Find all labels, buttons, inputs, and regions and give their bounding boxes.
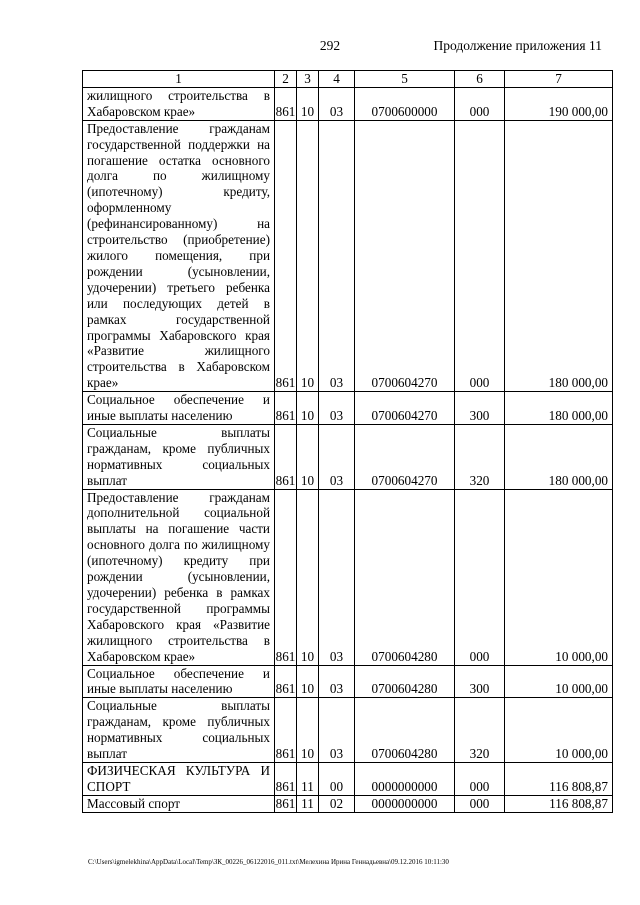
cell-vr: 300: [455, 665, 505, 698]
cell-name: Предоставление гражданам дополнительной социальной выплаты на погашение части основного долга по жилищному (ипотечному) кредиту при рождении (усыновлении, удочерении) ребенка в рамках государственной программы Хабаровского края «Развитие жилищного строительства в Хабаровском крае»: [83, 489, 275, 665]
cell-name: Массовый спорт: [83, 795, 275, 812]
cell-rz: 11: [297, 795, 319, 812]
table-row: [83, 795, 613, 812]
column-header: 6: [455, 71, 505, 88]
column-header: 1: [83, 71, 275, 88]
cell-rz: 10: [297, 665, 319, 698]
cell-gr: 861: [275, 120, 297, 391]
cell-name: Предоставление гражданам государственной поддержки на погашение остатка основного долга по жилищному (ипотечному) кредиту, оформленному (рефинансированному) на строительство (приобретение) жилого помещения, при рождении (усыновлении, удочерении) третьего ребенка или последующих детей в рамках государственной программы Хабаровского края «Развитие жилищного строительства в Хабаровском крае»: [83, 120, 275, 391]
cell-sum: 116 808,87: [505, 762, 613, 795]
cell-pr: 03: [319, 698, 355, 763]
column-header: 2: [275, 71, 297, 88]
table-row: [83, 762, 613, 795]
table-row: [83, 489, 613, 665]
cell-sum: 180 000,00: [505, 424, 613, 489]
cell-gr: 861: [275, 698, 297, 763]
cell-csr: 0700604280: [355, 489, 455, 665]
table-row: [83, 87, 613, 120]
cell-rz: 10: [297, 698, 319, 763]
column-header: 5: [355, 71, 455, 88]
cell-rz: 10: [297, 424, 319, 489]
column-header: 3: [297, 71, 319, 88]
cell-gr: 861: [275, 87, 297, 120]
cell-gr: 861: [275, 762, 297, 795]
cell-sum: 180 000,00: [505, 120, 613, 391]
cell-rz: 11: [297, 762, 319, 795]
cell-sum: 116 808,87: [505, 795, 613, 812]
table-row: [83, 424, 613, 489]
cell-csr: 0700604270: [355, 120, 455, 391]
cell-csr: 0000000000: [355, 795, 455, 812]
cell-csr: 0700604270: [355, 392, 455, 425]
cell-csr: 0700604270: [355, 424, 455, 489]
cell-csr: 0000000000: [355, 762, 455, 795]
cell-name: Социальные выплаты гражданам, кроме публичных нормативных социальных выплат: [83, 698, 275, 763]
cell-name: Социальные выплаты гражданам, кроме публичных нормативных социальных выплат: [83, 424, 275, 489]
cell-sum: 180 000,00: [505, 392, 613, 425]
table-row: [83, 698, 613, 763]
cell-rz: 10: [297, 489, 319, 665]
cell-name: ФИЗИЧЕСКАЯ КУЛЬТУРА И СПОРТ: [83, 762, 275, 795]
table-header-row: [83, 71, 613, 88]
cell-vr: 300: [455, 392, 505, 425]
cell-gr: 861: [275, 665, 297, 698]
continuation-title: Продолжение приложения 11: [433, 38, 602, 53]
cell-rz: 10: [297, 87, 319, 120]
cell-csr: 0700604280: [355, 698, 455, 763]
table-row: [83, 392, 613, 425]
cell-sum: 10 000,00: [505, 489, 613, 665]
cell-gr: 861: [275, 424, 297, 489]
cell-vr: 000: [455, 120, 505, 391]
table-row: [83, 120, 613, 391]
cell-pr: 03: [319, 392, 355, 425]
cell-vr: 000: [455, 87, 505, 120]
cell-vr: 320: [455, 424, 505, 489]
cell-name: Социальное обеспечение и иные выплаты населению: [83, 665, 275, 698]
cell-pr: 03: [319, 489, 355, 665]
cell-sum: 190 000,00: [505, 87, 613, 120]
cell-sum: 10 000,00: [505, 665, 613, 698]
column-header: 4: [319, 71, 355, 88]
cell-pr: 02: [319, 795, 355, 812]
cell-vr: 000: [455, 795, 505, 812]
cell-pr: 03: [319, 665, 355, 698]
cell-pr: 03: [319, 120, 355, 391]
cell-rz: 10: [297, 120, 319, 391]
cell-gr: 861: [275, 392, 297, 425]
column-header: 7: [505, 71, 613, 88]
cell-csr: 0700604280: [355, 665, 455, 698]
file-path-footer: C:\Users\igmelekhina\AppData\Local\Temp\ЗК_00226_06122016_011.txt\Мелехина Ирина Геннадьевна\09.12.2016 10:11:30: [88, 858, 449, 866]
cell-csr: 0700600000: [355, 87, 455, 120]
cell-gr: 861: [275, 489, 297, 665]
cell-vr: 000: [455, 762, 505, 795]
cell-sum: 10 000,00: [505, 698, 613, 763]
page-number: 292: [319, 38, 341, 53]
budget-table: [82, 70, 613, 813]
table-row: [83, 665, 613, 698]
cell-vr: 000: [455, 489, 505, 665]
cell-pr: 03: [319, 87, 355, 120]
cell-rz: 10: [297, 392, 319, 425]
cell-pr: 00: [319, 762, 355, 795]
cell-vr: 320: [455, 698, 505, 763]
cell-gr: 861: [275, 795, 296, 811]
cell-name: Социальное обеспечение и иные выплаты населению: [83, 392, 275, 425]
cell-name: жилищного строительства в Хабаровском крае»: [83, 87, 275, 120]
cell-pr: 03: [319, 424, 355, 489]
